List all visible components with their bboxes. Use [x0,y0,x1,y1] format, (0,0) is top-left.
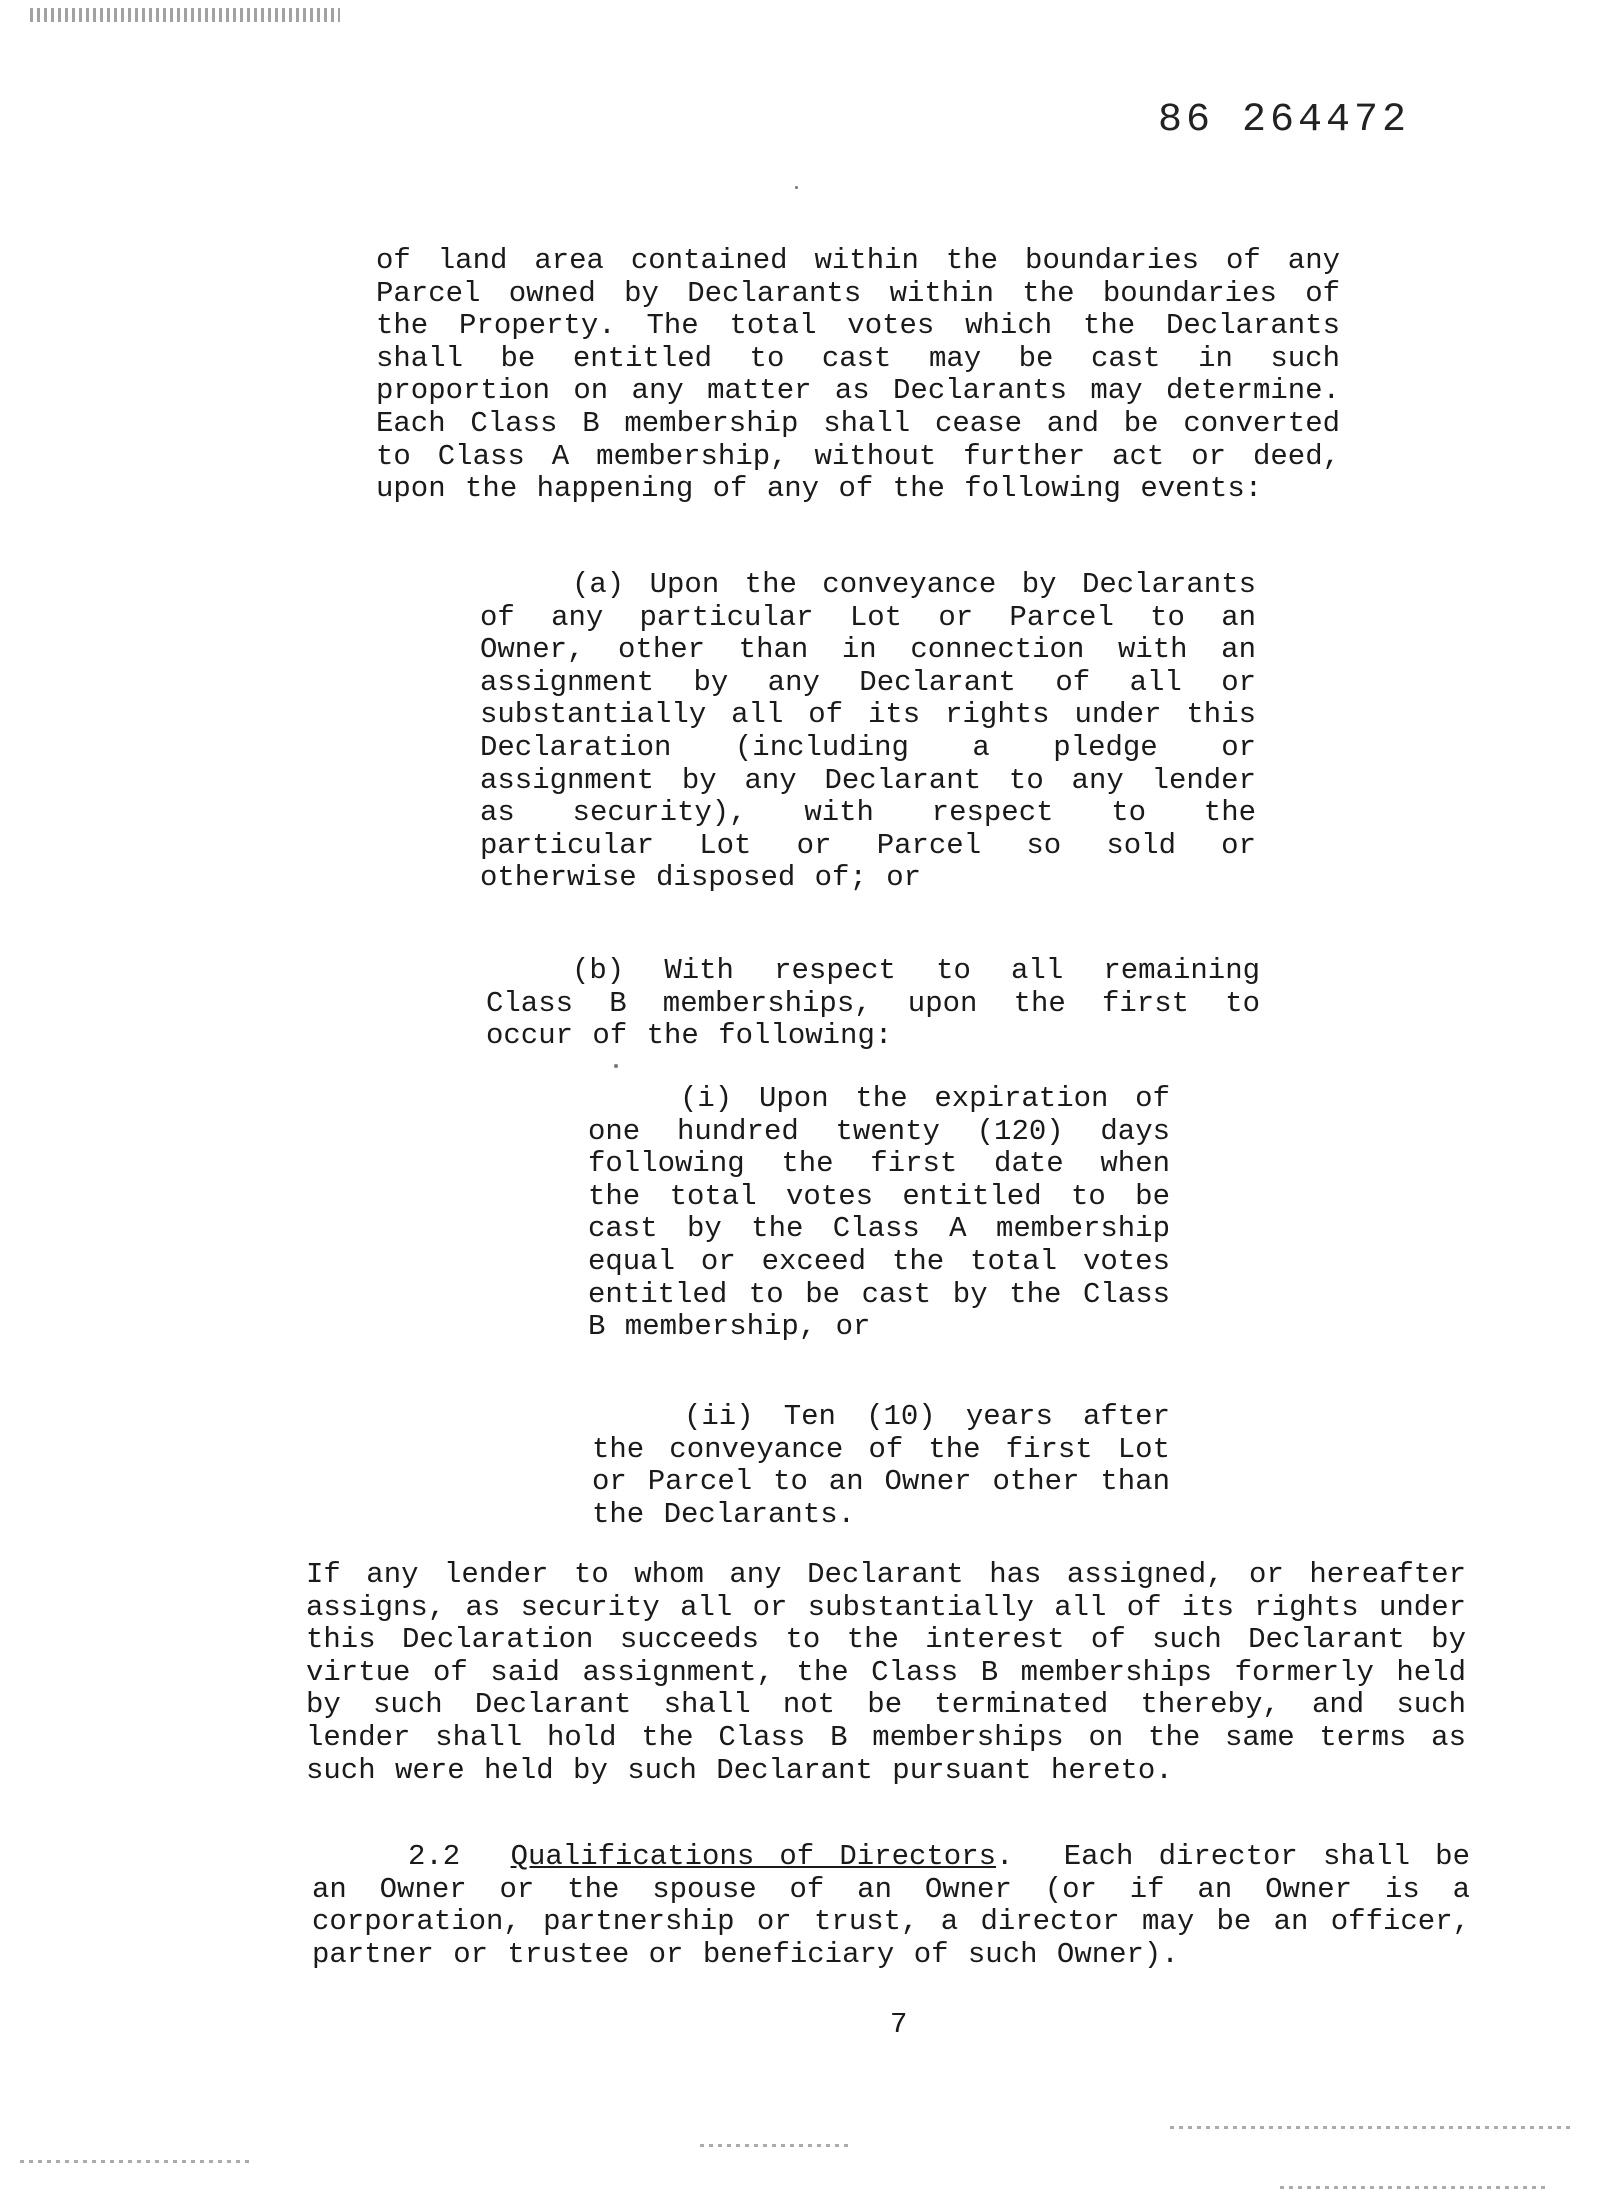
scan-artifact-top [30,8,340,22]
clause-a-text: (a) Upon the conveyance by Declarants of any particular Lot or Parcel to an Owner, other than in connection with an assignment by any Declarant of all or substantially all of its rights under this Declaration (including a pledge or assignment by any Declarant to any lender as security), with respect to the particular Lot or Parcel so sold or otherwise disposed of; or [480,568,1256,895]
document-number: 86 264472 [1158,98,1411,143]
scan-artifact-bottom-right [1170,2126,1570,2129]
section-heading-punct: . [996,1840,1014,1873]
clause-i [588,1083,1170,1344]
clause-b [486,955,1260,1053]
clause-ii [592,1401,1170,1531]
scan-artifact-bottom-right-2 [1280,2186,1550,2189]
clause-a [480,569,1256,895]
clause-b-text: (b) With respect to all remaining Class B memberships, upon the first to occur of the following: [486,954,1260,1053]
section-heading: Qualifications of Directors [510,1840,997,1873]
scan-artifact-bottom-center [700,2144,850,2147]
scan-artifact-bottom-left [20,2160,250,2163]
lender-paragraph: If any lender to whom any Declarant has assigned, or hereafter assigns, as security all or substantially all of its rights under this Declaration succeeds to the interest of such Declarant by virtue of said assignment, the Class B memberships formerly held by such Declarant shall not be terminated thereby, and such lender shall hold the Class B memberships on the same terms as such were held by such Declarant pursuant hereto. [306,1558,1466,1787]
clause-i-text: (i) Upon the expiration of one hundred twenty (120) days following the first date when the total votes entitled to be cast by the Class A membership equal or exceed the total votes entitled to be cast by the Class B membership, or [588,1082,1170,1344]
scan-speck [795,186,798,189]
scan-speck [614,1064,618,1068]
intro-paragraph: of land area contained within the boundaries of any Parcel owned by Declarants within the boundaries of the Property. The total votes which the Declarants shall be entitled to cast may be cast in such proportion on any matter as Declarants may determine. Each Class B membership shall cease and be converted to Class A membership, without further act or deed, upon the happening of any of the following events: [376,244,1340,506]
section-text: Each director shall be an Owner or the spouse of an Owner (or if an Owner is a corporation, partnership or trust, a director may be an officer, partner or trustee or beneficiary of such Owner). [312,1840,1470,1971]
clause-ii-text: (ii) Ten (10) years after the conveyance of the first Lot or Parcel to an Owner other than the Declarants. [592,1400,1170,1531]
section-2-2 [312,1841,1470,1971]
page-number: 7 [890,2008,908,2041]
section-number: 2.2 [408,1840,461,1873]
